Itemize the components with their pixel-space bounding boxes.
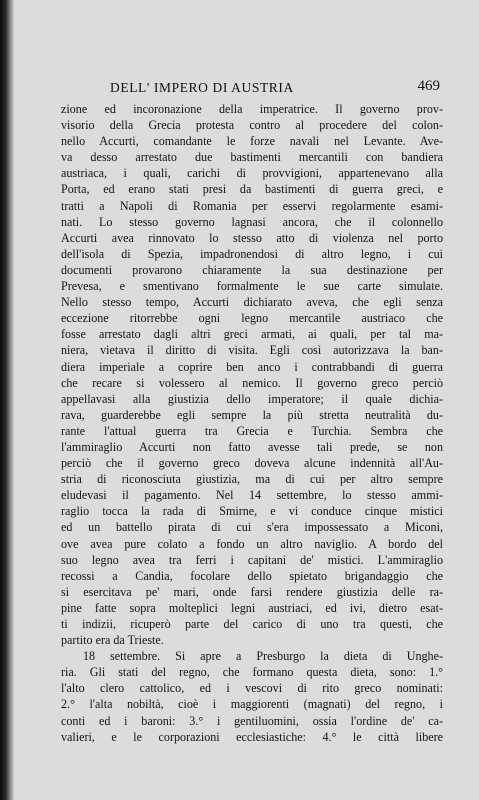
- text-line: niera, vietava il diritto di visita. Egli così autorizzava la ban-: [61, 343, 443, 358]
- page-number: 469: [417, 78, 440, 94]
- text-line: ove avea pure colato a fondo un altro naviglio. A bordo del: [61, 536, 443, 551]
- text-line: stria di riconosciuta giustizia, ma di cui per altro sempre: [61, 472, 443, 487]
- text-line: l'alto clero cattolico, ed i vescovi di rito greco nominati:: [61, 681, 443, 696]
- text-line: pine fatte sopra molteplici legni austriaci, ed ivi, dietro esat-: [61, 600, 443, 615]
- text-line: ed un battello pirata di cui s'era impossessato a Miconi,: [61, 520, 443, 535]
- text-line: valieri, e le corporazioni ecclesiastiche: 4.° le città libere: [61, 729, 443, 744]
- text-line: va desso arrestato due bastimenti mercantili con bandiera: [61, 150, 443, 165]
- text-line: tratti a Napoli di Romania per esservi regolarmente esami-: [61, 198, 443, 213]
- text-line: fosse arrestato dagli altri greci armati, ai quali, per tal ma-: [61, 327, 443, 342]
- text-line: 18 settembre. Si apre a Presburgo la dieta di Unghe-: [83, 649, 443, 664]
- text-line: rava, guarderebbe egli sempre la più stretta neutralità du-: [61, 407, 443, 422]
- text-line: Accurti avea rinnovato lo stesso atto di violenza nel porto: [61, 230, 443, 245]
- binding-gutter-shadow: [0, 0, 14, 800]
- text-line: visorio della Grecia protesta contro al procedere del colon-: [61, 118, 443, 133]
- text-line: 2.° l'alta nobiltà, cioè i maggiorenti (magnati) del regno, i: [61, 697, 443, 712]
- text-line: ti indizii, ricuperò parte del carico di uno tra questi, che: [61, 617, 443, 631]
- text-line: raglio tocca la rada di Smirne, e vi conduce cinque mistici: [61, 504, 443, 519]
- running-title: DELL' IMPERO DI AUSTRIA: [110, 80, 294, 95]
- text-line: suo legno avea tra ferri i capitani de' mistici. L'ammiraglio: [61, 552, 443, 567]
- text-line: Porta, ed erano stati presi da bastimenti di guerra greci, e: [61, 182, 443, 197]
- text-line: Nello stesso tempo, Accurti dichiarato aveva, che egli senza: [61, 295, 443, 310]
- text-line: documenti provarono chiaramente la sua destinazione per: [61, 262, 443, 277]
- text-line: nati. Lo stesso governo lagnasi ancora, che il colonnello: [61, 214, 443, 229]
- text-line: nello Accurti, comandante le forze navali nel Levante. Ave-: [61, 134, 443, 149]
- text-line: appellavasi alla giustizia dello imperatore; il quale dichia-: [61, 391, 443, 406]
- text-line: Prevesa, e smentivano formalmente le sue carte simulate.: [61, 279, 443, 294]
- text-line: dell'isola di Spezia, impadronendosi di altro legno, i cui: [61, 246, 443, 261]
- text-line: austriaca, i quali, carichi di provvigioni, appartenevano alla: [61, 166, 443, 181]
- text-line: recossi a Candia, focolare dello spietato brigandaggio che: [61, 568, 443, 583]
- text-line: conti ed i baroni: 3.° i gentiluomini, ossia l'ordine de' ca-: [61, 713, 443, 728]
- text-line: partito era da Trieste.: [61, 633, 164, 648]
- body-text: [61, 101, 443, 745]
- text-line: rante l'attual guerra tra Grecia e Turchia. Sembra che: [61, 423, 443, 438]
- text-line: perciò che il governo greco doveva alcune indennità all'Au-: [61, 456, 443, 471]
- text-line: eludevasi il pagamento. Nel 14 settembre, lo stesso ammi-: [61, 488, 443, 503]
- text-line: ria. Gli stati del regno, che formano questa dieta, sono: 1.°: [61, 665, 443, 680]
- text-line: che recare si volessero al nemico. Il governo greco perciò: [61, 375, 443, 390]
- text-line: si esercitava pe' mari, onde farsi rendere giustizia delle ra-: [61, 584, 443, 599]
- text-line: l'ammiraglio Accurti non fatto avesse tali prede, se non: [61, 439, 443, 454]
- text-line: diera imperiale a coprire ben anco i contrabbandi di guerra: [61, 359, 443, 374]
- text-line: zione ed incoronazione della imperatrice. Il governo prov-: [61, 102, 443, 116]
- text-line: eccezione ritorrebbe ogni legno mercantile austriaco che: [61, 311, 443, 326]
